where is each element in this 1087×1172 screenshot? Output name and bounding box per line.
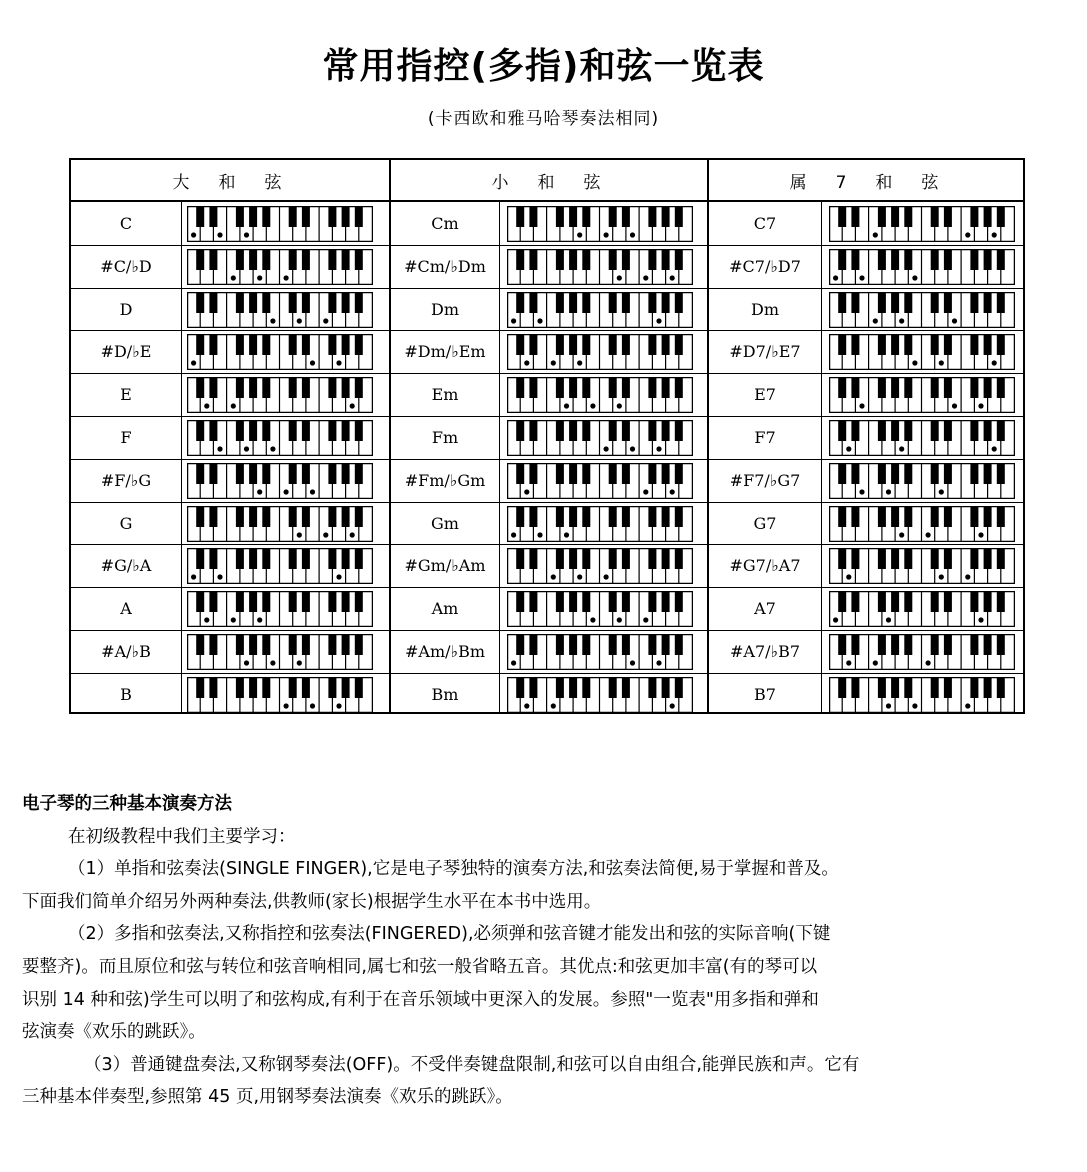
keyboard-diagram-seventh [829, 377, 1015, 413]
chord-name-major: A [120, 599, 132, 619]
chord-name-seventh: F7 [754, 428, 776, 447]
keyboard-diagram-seventh [829, 463, 1015, 499]
keyboard-diagram-major [187, 463, 373, 499]
keyboard-diagram-major [187, 634, 373, 670]
chord-name-minor: #Dm/♭Em [404, 342, 486, 362]
method-2-line-1: （2）多指和弦奏法,又称指控和弦奏法(FINGERED),必须弹和弦音键才能发出和弦的实际音响(下键 [68, 924, 831, 945]
keyboard-diagram-seventh [829, 249, 1015, 285]
keyboard-diagram-minor [507, 377, 693, 413]
keyboard-diagram-major [187, 420, 373, 456]
chord-name-seventh: #G7/♭A7 [729, 556, 801, 576]
chord-table [69, 158, 1025, 714]
keyboard-diagram-seventh [829, 292, 1015, 328]
chord-name-minor: #Fm/♭Gm [404, 470, 486, 490]
chord-name-minor: Cm [431, 214, 459, 233]
keyboard-diagram-minor [507, 548, 693, 584]
header-seventh: 属 7 和 弦 [789, 173, 945, 193]
keyboard-diagram-minor [507, 292, 693, 328]
keyboard-diagram-major [187, 677, 373, 713]
method-3-line-2: 三种基本伴奏型,参照第 45 页,用钢琴奏法演奏《欢乐的跳跃》。 [22, 1087, 513, 1108]
chord-name-major: F [120, 428, 132, 447]
keyboard-diagram-seventh [829, 334, 1015, 370]
chord-name-minor: Em [431, 385, 459, 405]
chord-name-seventh: B7 [754, 684, 776, 704]
chord-name-minor: Fm [431, 428, 459, 447]
chord-name-minor: Bm [431, 684, 459, 704]
keyboard-diagram-major [187, 591, 373, 627]
chord-name-seventh: #F7/♭G7 [729, 470, 801, 490]
keyboard-diagram-major [187, 506, 373, 542]
chord-name-major: #A/♭B [101, 642, 151, 661]
keyboard-diagram-minor [507, 506, 693, 542]
chord-name-major: #G/♭A [100, 556, 152, 576]
chord-name-seventh: #D7/♭E7 [729, 342, 801, 362]
keyboard-diagram-major [187, 377, 373, 413]
keyboard-diagram-seventh [829, 420, 1015, 456]
page-title: 常用指控(多指)和弦一览表 [322, 46, 765, 87]
chord-name-minor: #Am/♭Bm [405, 642, 485, 661]
methods-heading: 电子琴的三种基本演奏方法 [22, 794, 232, 814]
chord-name-major: #F/♭G [100, 470, 152, 490]
keyboard-diagram-seventh [829, 206, 1015, 242]
keyboard-diagram-minor [507, 249, 693, 285]
method-1-line-2: 下面我们简单介绍另外两种奏法,供教师(家长)根据学生水平在本书中选用。 [22, 891, 602, 912]
chord-name-minor: Dm [431, 299, 459, 319]
chord-name-major: #C/♭D [100, 256, 152, 276]
method-3-line-1: （3）普通键盘奏法,又称钢琴奏法(OFF)。不受伴奏键盘限制,和弦可以自由组合,能弹民族和声。它有 [84, 1054, 860, 1075]
chord-name-minor: Am [431, 599, 459, 619]
keyboard-diagram-seventh [829, 506, 1015, 542]
chord-name-seventh: A7 [754, 599, 776, 619]
keyboard-diagram-seventh [829, 591, 1015, 627]
chord-name-major: C [119, 214, 133, 233]
keyboard-diagram-major [187, 334, 373, 370]
chord-name-seventh: G7 [753, 513, 777, 533]
keyboard-diagram-minor [507, 677, 693, 713]
keyboard-diagram-minor [507, 463, 693, 499]
chord-name-major: #D/♭E [100, 342, 152, 362]
chord-name-minor: #Gm/♭Am [404, 556, 486, 576]
chord-name-major: D [119, 299, 133, 319]
keyboard-diagram-major [187, 206, 373, 242]
keyboard-diagram-seventh [829, 548, 1015, 584]
keyboard-diagram-minor [507, 591, 693, 627]
chord-name-seventh: Dm [751, 299, 779, 319]
keyboard-diagram-seventh [829, 634, 1015, 670]
keyboard-diagram-minor [507, 634, 693, 670]
header-minor: 小 和 弦 [491, 173, 607, 193]
chord-name-major: B [120, 684, 132, 704]
method-2-line-3: 识别 14 种和弦)学生可以明了和弦构成,有利于在音乐领域中更深入的发展。参照"一览表"用多指和弹和 [22, 989, 819, 1010]
chord-name-major: E [120, 385, 132, 405]
keyboard-diagram-major [187, 249, 373, 285]
keyboard-diagram-minor [507, 334, 693, 370]
keyboard-diagram-seventh [829, 677, 1015, 713]
chord-name-seventh: #C7/♭D7 [729, 256, 801, 276]
methods-intro: 在初级教程中我们主要学习： [68, 826, 296, 847]
chord-name-seventh: C7 [753, 214, 777, 233]
method-2-line-4: 弦演奏《欢乐的跳跃》。 [22, 1022, 206, 1043]
method-1-line-1: （1）单指和弦奏法(SINGLE FINGER),它是电子琴独特的演奏方法,和弦奏法简便,易于掌握和普及。 [68, 859, 839, 880]
chord-name-minor: Gm [431, 513, 459, 533]
chord-name-seventh: #A7/♭B7 [729, 642, 800, 661]
keyboard-diagram-major [187, 292, 373, 328]
chord-name-minor: #Cm/♭Dm [404, 256, 486, 276]
page-subtitle: (卡西欧和雅马哈琴奏法相同) [427, 109, 660, 129]
playing-methods-section [22, 788, 1067, 1114]
chord-name-seventh: E7 [754, 385, 776, 405]
keyboard-diagram-major [187, 548, 373, 584]
keyboard-diagram-minor [507, 420, 693, 456]
header-major: 大 和 弦 [172, 173, 288, 193]
chord-name-major: G [119, 513, 133, 533]
keyboard-diagram-minor [507, 206, 693, 242]
method-2-line-2: 要整齐)。而且原位和弦与转位和弦音响相同,属七和弦一般省略五音。其优点:和弦更加丰富(有的琴可以 [22, 956, 818, 977]
